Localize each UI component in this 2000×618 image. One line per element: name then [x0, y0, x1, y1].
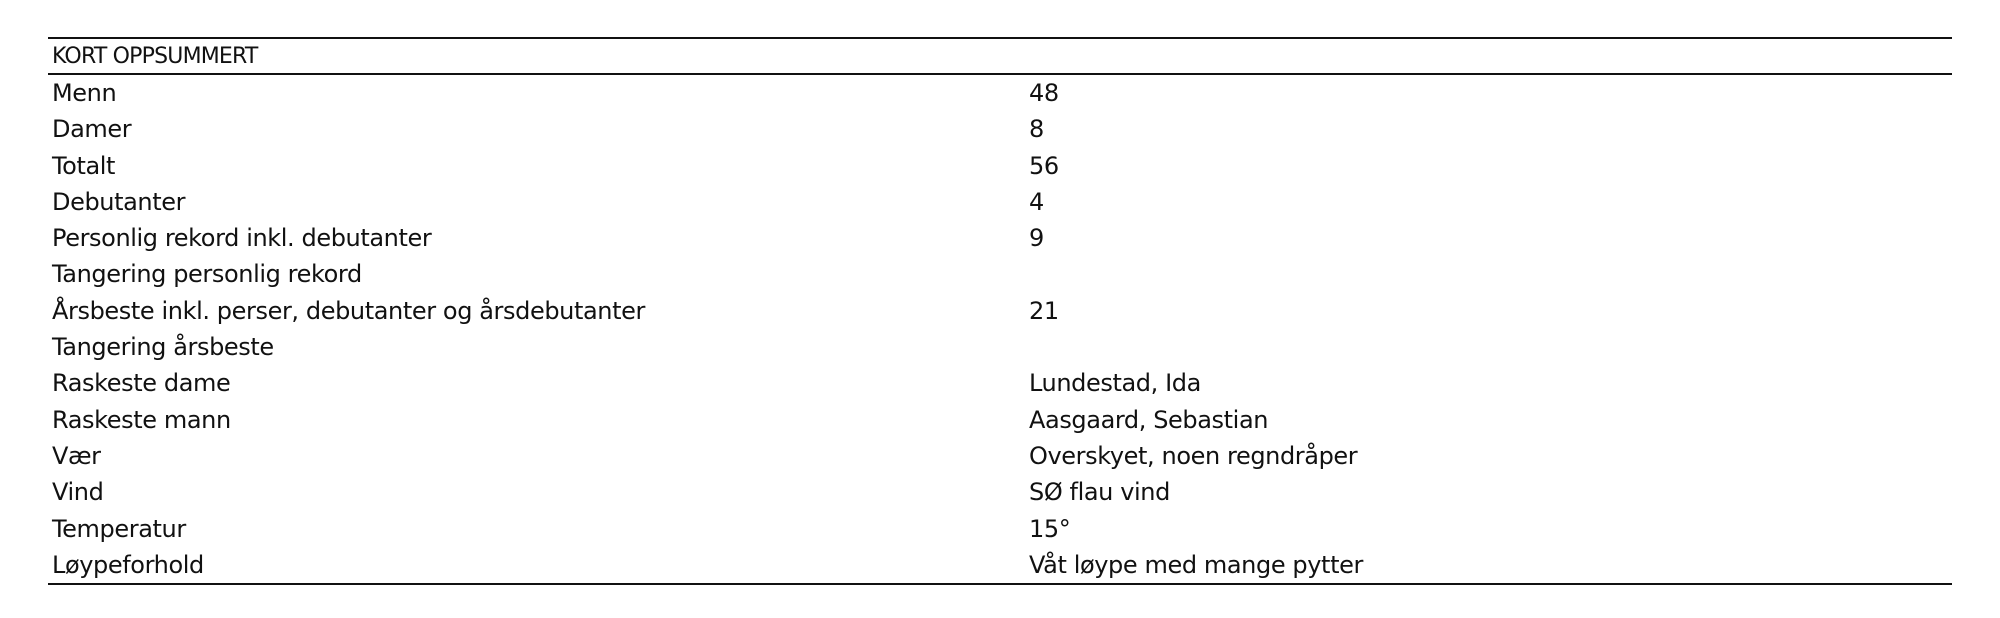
- table-row-loypeforhold: [48, 547, 1952, 583]
- table-row-damer: [48, 111, 1952, 147]
- table-row-vaer: [48, 438, 1952, 474]
- row-value: 15°: [1029, 514, 1071, 543]
- table-row-arsbeste: [48, 293, 1952, 329]
- row-value: 48: [1029, 79, 1059, 107]
- table-row-personlig-rekord: [48, 220, 1952, 256]
- table-row-debutanter: [48, 184, 1952, 220]
- summary-table: [48, 37, 1952, 585]
- row-label: Totalt: [52, 151, 116, 180]
- row-label: Vind: [52, 478, 104, 507]
- table-row-totalt: [48, 148, 1952, 184]
- row-label: Raskeste mann: [52, 405, 231, 434]
- table-row-raskeste-mann: [48, 402, 1952, 438]
- table-row-menn: [48, 75, 1952, 111]
- row-value: 8: [1029, 115, 1044, 144]
- row-value: 21: [1029, 296, 1059, 325]
- row-value: 4: [1029, 187, 1044, 216]
- row-label: Tangering årsbeste: [52, 333, 274, 362]
- row-label: Debutanter: [52, 187, 186, 216]
- table-row-tangering-personlig-rekord: [48, 256, 1952, 292]
- row-label: Raskeste dame: [52, 369, 231, 398]
- row-label: Damer: [52, 115, 132, 144]
- row-value: 9: [1029, 224, 1044, 253]
- row-label: Personlig rekord inkl. debutanter: [52, 224, 432, 253]
- row-value: Våt løype med mange pytter: [1029, 550, 1363, 579]
- table-row-temperatur: [48, 511, 1952, 547]
- row-label: Temperatur: [52, 514, 186, 543]
- row-value: SØ flau vind: [1029, 478, 1170, 507]
- row-value: Overskyet, noen regndråper: [1029, 441, 1358, 470]
- row-label: Vær: [52, 441, 101, 470]
- row-label: Menn: [52, 79, 117, 107]
- table-row-raskeste-dame: [48, 365, 1952, 401]
- row-value: 56: [1029, 151, 1059, 180]
- row-label: Årsbeste inkl. perser, debutanter og årsdebutanter: [52, 296, 645, 325]
- table-row-vind: [48, 474, 1952, 510]
- table-header: KORT OPPSUMMERT: [48, 39, 1952, 75]
- table-row-tangering-arsbeste: [48, 329, 1952, 365]
- row-value: Aasgaard, Sebastian: [1029, 405, 1269, 434]
- row-label: Løypeforhold: [52, 550, 204, 579]
- row-value: Lundestad, Ida: [1029, 369, 1201, 398]
- row-label: Tangering personlig rekord: [52, 260, 362, 289]
